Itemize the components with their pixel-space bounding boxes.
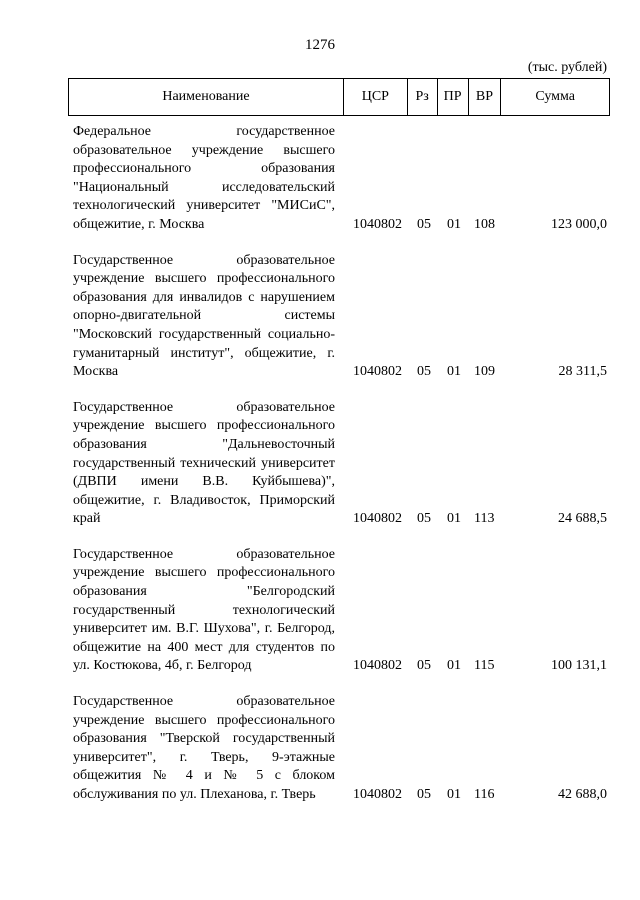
row-csr: 1040802 bbox=[353, 511, 402, 527]
row-csr: 1040802 bbox=[353, 216, 402, 232]
row-sum: 24 688,5 bbox=[558, 511, 607, 527]
header-csr: ЦСР bbox=[343, 79, 407, 115]
header-rz: Рз bbox=[407, 79, 437, 115]
table-row bbox=[0, 399, 640, 529]
row-rz: 05 bbox=[417, 787, 431, 802]
table-row bbox=[0, 546, 640, 676]
table-body bbox=[0, 123, 640, 822]
row-pr: 01 bbox=[447, 364, 461, 380]
row-sum: 42 688,0 bbox=[558, 787, 607, 802]
units-label: (тыс. рублей) bbox=[527, 60, 607, 75]
row-pr: 01 bbox=[447, 511, 461, 527]
row-name: Государственное образовательное учреждение высшего профессионального образования "Тверской государственный университет", г. Тверь, 9-этажные общежития № 4 и № 5 с блоком обслуживания по ул. Плеханова, г. Тверь bbox=[73, 694, 335, 802]
row-vr: 109 bbox=[474, 364, 495, 380]
row-pr: 01 bbox=[447, 216, 461, 232]
row-rz: 05 bbox=[417, 216, 431, 232]
row-sum: 100 131,1 bbox=[551, 658, 607, 674]
header-pr: ПР bbox=[437, 79, 468, 115]
page-number: 1276 bbox=[305, 37, 335, 53]
row-name: Государственное образовательное учреждение высшего профессионального образования "Дальневосточный государственный технический университет (ДВПИ имени В.В. Куйбышева)", общежитие, г. Владивосток, Приморский край bbox=[73, 399, 335, 527]
row-pr: 01 bbox=[447, 787, 461, 802]
table-header bbox=[68, 78, 610, 116]
header-sum: Сумма bbox=[500, 79, 609, 115]
row-name: Федеральное государственное образовательное учреждение высшего профессионального образования "Национальный исследовательский технологический университет "МИСиС", общежитие, г. Москва bbox=[73, 124, 335, 232]
row-sum: 28 311,5 bbox=[558, 364, 607, 380]
row-pr: 01 bbox=[447, 658, 461, 674]
row-sum: 123 000,0 bbox=[551, 216, 607, 232]
row-vr: 115 bbox=[474, 658, 495, 674]
row-csr: 1040802 bbox=[353, 364, 402, 380]
header-name: Наименование bbox=[162, 89, 250, 104]
row-name: Государственное образовательное учреждение высшего профессионального образования "Белгородский государственный технологический университет им. В.Г. Шухова", г. Белгород, общежитие на 400 мест для студентов по ул. Костюкова, 4б, г. Белгород bbox=[73, 546, 335, 674]
table-row bbox=[0, 252, 640, 382]
table-row bbox=[0, 123, 640, 235]
row-csr: 1040802 bbox=[353, 658, 402, 674]
header-vr: ВР bbox=[468, 79, 501, 115]
row-vr: 108 bbox=[474, 216, 495, 232]
table-row bbox=[0, 693, 640, 805]
row-rz: 05 bbox=[417, 511, 431, 527]
row-rz: 05 bbox=[417, 658, 431, 674]
row-name: Государственное образовательное учреждение высшего профессионального образования для инвалидов с нарушением опорно-двигательной системы "Московский государственный социально-гуманитарный институт", общежитие, г. Москва bbox=[73, 252, 335, 380]
row-rz: 05 bbox=[417, 364, 431, 380]
row-csr: 1040802 bbox=[353, 787, 402, 802]
row-vr: 116 bbox=[474, 787, 495, 802]
row-vr: 113 bbox=[474, 511, 495, 527]
